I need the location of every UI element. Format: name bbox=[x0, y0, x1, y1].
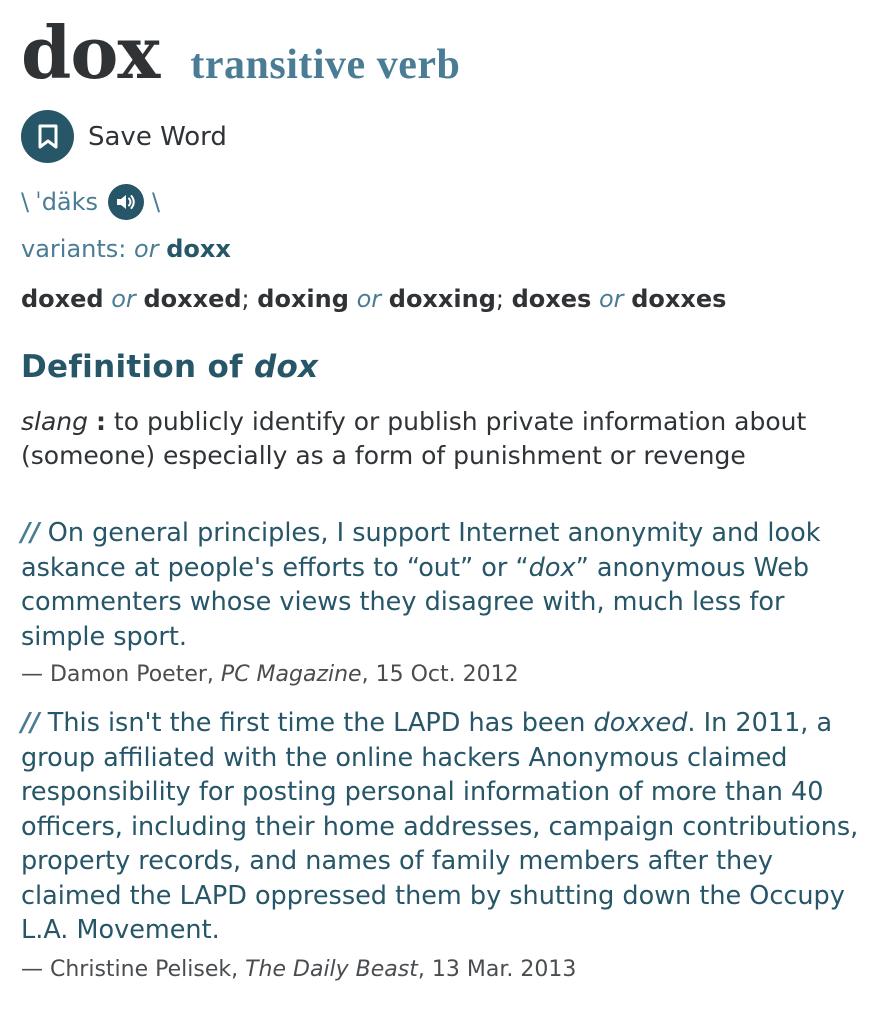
citation-date: , 13 Mar. 2013 bbox=[417, 957, 577, 982]
example-citation bbox=[21, 662, 519, 687]
pron-close: \ bbox=[152, 188, 161, 216]
definition-heading-word: dox bbox=[253, 349, 319, 385]
variants-or: or bbox=[134, 235, 159, 263]
speaker-icon[interactable] bbox=[108, 184, 144, 220]
definition-text bbox=[21, 405, 871, 473]
citation-date: , 15 Oct. 2012 bbox=[361, 662, 519, 687]
citation-author: — Christine Pelisek, bbox=[21, 957, 239, 982]
form: doxxing bbox=[388, 285, 496, 313]
pron-open: \ bbox=[21, 188, 30, 216]
headword-row bbox=[21, 10, 460, 95]
example-mark: // bbox=[21, 708, 40, 738]
form-or: or bbox=[111, 285, 136, 313]
example-text-before: On general principles, I support Internet anonymity and look askance at people's efforts to “out” or “ bbox=[21, 518, 821, 583]
form-or: or bbox=[356, 285, 382, 313]
save-word-label[interactable]: Save Word bbox=[88, 121, 227, 152]
inflected-forms bbox=[21, 285, 726, 313]
form: doxed bbox=[21, 285, 104, 313]
citation-author: — Damon Poeter, bbox=[21, 662, 214, 687]
part-of-speech: transitive verb bbox=[190, 42, 461, 88]
form: doxxed bbox=[143, 285, 242, 313]
save-word-button[interactable] bbox=[21, 110, 227, 163]
definition-heading-prefix: Definition of bbox=[21, 349, 243, 385]
example-emphasis: doxxed bbox=[593, 708, 688, 738]
variant-word[interactable]: doxx bbox=[166, 235, 231, 263]
form-separator: ; bbox=[495, 285, 504, 313]
example-citation bbox=[21, 957, 576, 982]
definition-heading bbox=[21, 349, 318, 385]
example-sentence bbox=[21, 706, 871, 948]
form: doxxes bbox=[631, 285, 727, 313]
citation-publication: PC Magazine bbox=[220, 662, 362, 687]
example-sentence bbox=[21, 516, 871, 654]
variants bbox=[21, 235, 231, 263]
example-text-after: ” anonymous Web commenters whose views they disagree with, much less for simple sport. bbox=[21, 552, 810, 652]
bookmark-icon[interactable] bbox=[21, 110, 74, 163]
example-text-before: This isn't the first time the LAPD has been bbox=[47, 708, 594, 738]
example-mark: // bbox=[21, 518, 40, 548]
form: doxing bbox=[257, 285, 349, 313]
variants-label: variants: bbox=[21, 235, 127, 263]
pron-text: ˈdäks bbox=[35, 188, 99, 216]
form: doxes bbox=[511, 285, 592, 313]
form-or: or bbox=[598, 285, 624, 313]
example-emphasis: dox bbox=[528, 552, 576, 583]
usage-label: slang bbox=[21, 407, 89, 436]
pronunciation bbox=[21, 184, 160, 220]
definition-body: to publicly identify or publish private information about (someone) especially as a form of punishment or revenge bbox=[21, 407, 807, 470]
citation-publication: The Daily Beast bbox=[245, 957, 418, 982]
headword: dox bbox=[21, 10, 160, 95]
definition-colon: : bbox=[95, 407, 106, 436]
form-separator: ; bbox=[241, 285, 250, 313]
example-text-after: . In 2011, a group affiliated with the online hackers Anonymous claimed responsibility for posting personal information of more than 40 officers, including their home addresses, campaign contributions, property records, and names of family members after they claimed the LAPD oppressed them by shutting down the Occupy L.A. Movement. bbox=[21, 708, 859, 945]
